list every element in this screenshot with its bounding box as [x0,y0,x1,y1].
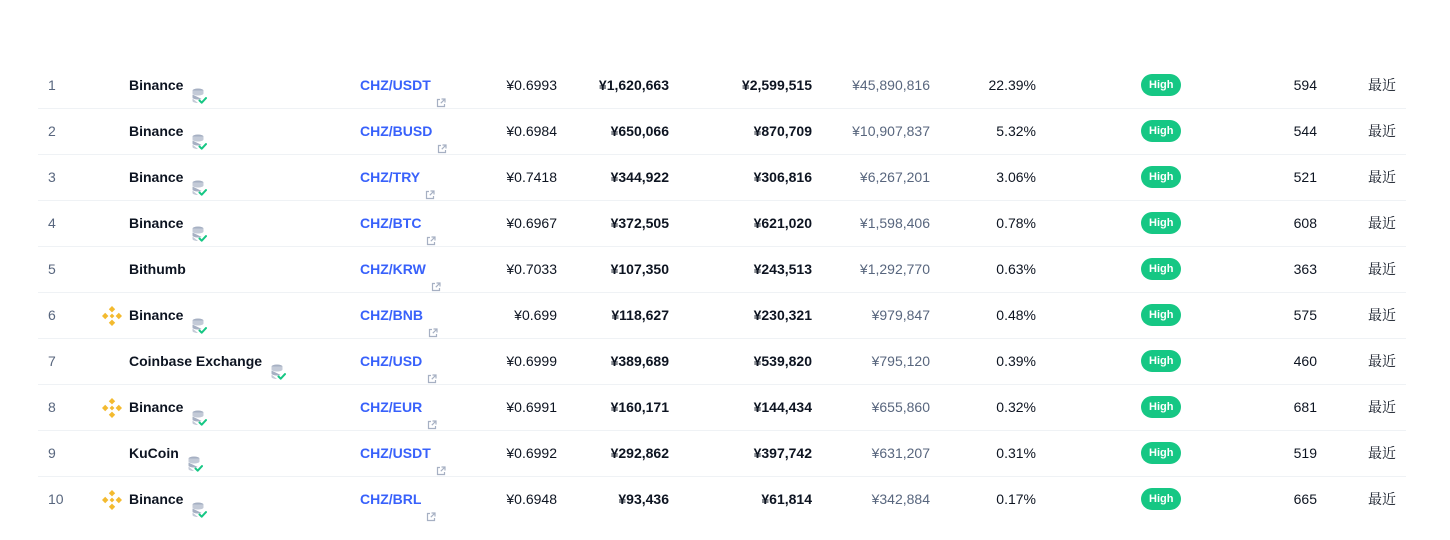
confidence-cell [1141,385,1181,430]
liquidity-score: 460 [1293,353,1317,369]
confidence-badge: High [1141,350,1181,372]
pair-link[interactable] [360,201,436,246]
pair-label[interactable]: CHZ/BRL [360,491,422,507]
volume-percent: 0.31% [996,445,1036,461]
verified-database-icon [191,170,207,188]
price: ¥0.7418 [506,169,557,185]
pair-label[interactable]: CHZ/BTC [360,215,422,231]
liquidity-score: 544 [1293,123,1317,139]
external-link-icon[interactable] [425,173,435,183]
exchange-name[interactable]: Bithumb [129,261,186,277]
rank-number: 8 [48,399,56,415]
depth-plus-2: ¥372,505 [610,215,669,231]
volume-percent: 22.39% [988,77,1036,93]
updated-time: 最近 [1368,215,1396,231]
external-link-icon[interactable] [427,357,437,367]
liquidity-score: 363 [1293,261,1317,277]
depth-plus-2: ¥107,350 [610,261,669,277]
pair-link[interactable] [360,63,446,108]
liquidity-score: 681 [1293,399,1317,415]
confidence-badge: High [1141,166,1181,188]
updated-time: 最近 [1368,307,1396,323]
exchange-logo [100,247,124,292]
depth-plus-2: ¥93,436 [618,491,669,507]
volume-percent: 0.39% [996,353,1036,369]
pair-label[interactable]: CHZ/TRY [360,169,421,185]
updated-time: 最近 [1368,123,1396,139]
pair-label[interactable]: CHZ/EUR [360,399,423,415]
volume-percent: 0.32% [996,399,1036,415]
exchange-name[interactable]: Binance [129,307,184,323]
price: ¥0.6993 [506,77,557,93]
updated-time: 最近 [1368,169,1396,185]
exchange-logo [100,431,124,476]
liquidity-score: 575 [1293,307,1317,323]
depth-minus-2: ¥870,709 [753,123,812,139]
exchange-name-cell[interactable] [129,109,207,154]
rank-number: 6 [48,307,56,323]
confidence-cell [1141,293,1181,338]
table-row[interactable] [38,385,1406,431]
liquidity-score: 594 [1293,77,1317,93]
verified-database-icon [187,446,203,464]
confidence-badge: High [1141,396,1181,418]
confidence-badge: High [1141,212,1181,234]
volume-24h: ¥979,847 [871,307,930,323]
volume-24h: ¥795,120 [871,353,930,369]
confidence-cell [1141,339,1181,384]
confidence-cell [1141,247,1181,292]
exchange-name-cell[interactable] [129,247,186,292]
pair-label[interactable]: CHZ/KRW [360,261,426,277]
table-row[interactable] [38,431,1406,477]
price: ¥0.6948 [506,491,557,507]
updated-time: 最近 [1368,491,1396,507]
verified-database-icon [191,308,207,326]
table-row[interactable] [38,201,1406,247]
depth-plus-2: ¥389,689 [610,353,669,369]
exchange-logo [100,201,124,246]
price: ¥0.7033 [506,261,557,277]
verified-database-icon [270,354,286,372]
external-link-icon[interactable] [436,449,446,459]
exchange-logo [100,109,124,154]
pair-label[interactable]: CHZ/BNB [360,307,423,323]
confidence-badge: High [1141,488,1181,510]
rank-number: 4 [48,215,56,231]
external-link-icon[interactable] [428,311,438,321]
exchange-name[interactable]: Binance [129,123,184,139]
price: ¥0.699 [514,307,557,323]
table-row[interactable] [38,247,1406,293]
exchange-name[interactable]: Binance [129,215,184,231]
volume-24h: ¥45,890,816 [852,77,930,93]
depth-minus-2: ¥61,814 [761,491,812,507]
rank-number: 7 [48,353,56,369]
exchange-logo [100,63,124,108]
price: ¥0.6991 [506,399,557,415]
volume-percent: 5.32% [996,123,1036,139]
binance-logo-icon [100,488,124,512]
pair-link[interactable] [360,155,435,200]
volume-24h: ¥631,207 [871,445,930,461]
volume-24h: ¥6,267,201 [859,169,930,185]
table-row[interactable] [38,293,1406,339]
confidence-cell [1141,109,1181,154]
table-row[interactable] [38,155,1406,201]
depth-plus-2: ¥160,171 [610,399,669,415]
external-link-icon[interactable] [427,403,437,413]
exchange-logo [100,293,124,338]
external-link-icon[interactable] [431,265,441,275]
confidence-badge: High [1141,258,1181,280]
pair-label[interactable]: CHZ/USDT [360,445,431,461]
exchange-name-cell[interactable] [129,201,207,246]
volume-24h: ¥1,598,406 [859,215,930,231]
pair-link[interactable] [360,109,447,154]
external-link-icon[interactable] [426,219,436,229]
pair-link[interactable] [360,247,441,292]
liquidity-score: 608 [1293,215,1317,231]
exchange-name-cell[interactable] [129,155,207,200]
binance-logo-icon [100,304,124,328]
depth-plus-2: ¥1,620,663 [598,77,669,93]
exchange-name[interactable]: Binance [129,399,184,415]
depth-minus-2: ¥539,820 [753,353,812,369]
depth-minus-2: ¥397,742 [753,445,812,461]
pair-link[interactable] [360,339,437,384]
confidence-cell [1141,201,1181,246]
liquidity-score: 521 [1293,169,1317,185]
exchange-name[interactable]: Binance [129,169,184,185]
depth-minus-2: ¥306,816 [753,169,812,185]
updated-time: 最近 [1368,353,1396,369]
exchange-name[interactable]: KuCoin [129,445,179,461]
rank-number: 3 [48,169,56,185]
table-row[interactable] [38,109,1406,155]
confidence-badge: High [1141,120,1181,142]
volume-percent: 0.78% [996,215,1036,231]
confidence-badge: High [1141,442,1181,464]
rank-number: 2 [48,123,56,139]
exchange-logo [100,385,124,430]
price: ¥0.6992 [506,445,557,461]
exchange-name-cell[interactable] [129,339,286,384]
exchange-name-cell[interactable] [129,385,207,430]
updated-time: 最近 [1368,399,1396,415]
depth-minus-2: ¥230,321 [753,307,812,323]
pair-label[interactable]: CHZ/BUSD [360,123,433,139]
depth-minus-2: ¥2,599,515 [741,77,812,93]
volume-24h: ¥10,907,837 [852,123,930,139]
volume-percent: 0.63% [996,261,1036,277]
volume-24h: ¥655,860 [871,399,930,415]
exchange-logo [100,155,124,200]
depth-minus-2: ¥621,020 [753,215,812,231]
table-row[interactable] [38,339,1406,385]
exchange-name[interactable]: Binance [129,77,184,93]
depth-plus-2: ¥292,862 [610,445,669,461]
exchange-name-cell[interactable] [129,63,207,108]
confidence-cell [1141,431,1181,476]
updated-time: 最近 [1368,261,1396,277]
volume-24h: ¥342,884 [871,491,930,507]
liquidity-score: 519 [1293,445,1317,461]
depth-minus-2: ¥243,513 [753,261,812,277]
depth-plus-2: ¥344,922 [610,169,669,185]
pair-label[interactable]: CHZ/USDT [360,77,431,93]
updated-time: 最近 [1368,77,1396,93]
depth-minus-2: ¥144,434 [753,399,812,415]
exchange-name-cell[interactable] [129,293,207,338]
exchange-name[interactable]: Binance [129,491,184,507]
depth-plus-2: ¥118,627 [611,307,669,323]
price: ¥0.6967 [506,215,557,231]
rank-number: 9 [48,445,56,461]
pair-link[interactable] [360,385,437,430]
exchange-logo [100,339,124,384]
pair-link[interactable] [360,293,438,338]
verified-database-icon [191,400,207,418]
table-row[interactable] [38,63,1406,109]
rank-number: 1 [48,77,56,93]
exchange-name-cell[interactable] [129,431,203,476]
markets-table [38,63,1406,522]
liquidity-score: 665 [1293,491,1317,507]
confidence-badge: High [1141,74,1181,96]
pair-label[interactable]: CHZ/USD [360,353,423,369]
depth-plus-2: ¥650,066 [610,123,669,139]
volume-percent: 0.48% [996,307,1036,323]
volume-percent: 0.17% [996,491,1036,507]
verified-database-icon [191,124,207,142]
rank-number: 10 [48,491,64,507]
volume-24h: ¥1,292,770 [859,261,930,277]
binance-logo-icon [100,396,124,420]
updated-time: 最近 [1368,445,1396,461]
price: ¥0.6999 [506,353,557,369]
confidence-badge: High [1141,304,1181,326]
exchange-name[interactable]: Coinbase Exchange [129,353,263,369]
verified-database-icon [191,492,207,510]
confidence-cell [1141,63,1181,108]
verified-database-icon [191,216,207,234]
pair-link[interactable] [360,431,446,476]
external-link-icon[interactable] [437,127,447,137]
volume-percent: 3.06% [996,169,1036,185]
verified-database-icon [191,78,207,96]
rank-number: 5 [48,261,56,277]
external-link-icon[interactable] [436,81,446,91]
confidence-cell [1141,155,1181,200]
price: ¥0.6984 [506,123,557,139]
